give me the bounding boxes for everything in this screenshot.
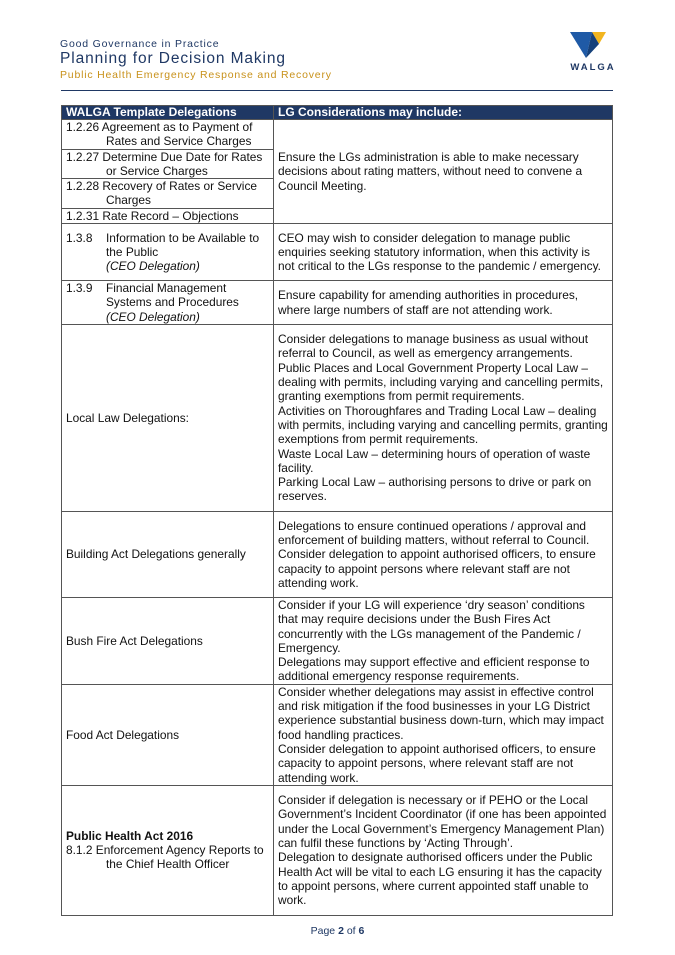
consideration-cell: Consider if your LG will experience ‘dry season’ conditions that may require decisions under the Bush Fires Act concurrently with the LGs management of the Pandemic / Emergency. Delegations may support effective and efficient response to additional emergency response requirements. (274, 597, 613, 684)
header-subtitle: Public Health Emergency Response and Recovery (60, 69, 332, 81)
page-footer (0, 925, 675, 937)
walga-logo-icon (566, 30, 620, 62)
delegation-item: 8.1.2 Enforcement Agency Reports to the Chief Health Officer (66, 843, 264, 872)
table-row (62, 281, 613, 325)
delegation-item: 1.2.27 Determine Due Date for Rates or Service Charges (66, 149, 263, 178)
delegation-cell (62, 208, 274, 223)
consideration-text: Ensure the LGs administration is able to make necessary decisions about rating matters, without need to convene a Council Meeting. (278, 150, 583, 193)
table-row (62, 511, 613, 597)
col-header-considerations: LG Considerations may include: (274, 106, 613, 120)
delegation-item: 1.3.8 Information to be Available to the Public (CEO Delegation) (66, 230, 260, 274)
page-current: 2 (338, 925, 344, 937)
delegation-item: 1.2.28 Recovery of Rates or Service Charges (66, 179, 258, 208)
page-sep: of (346, 925, 356, 937)
table-row (62, 597, 613, 684)
delegation-cell (62, 149, 274, 179)
table-row (62, 324, 613, 511)
delegations-table (61, 105, 613, 916)
table-row (62, 120, 613, 150)
consideration-cell: Consider delegations to manage business as usual without referral to Council, as well as emergency arrangements. Public Places and Local Government Property Local Law – dealing with permits, including varying and cancelling permits, granting exemptions from permit requirements. Activities on Thoroughfares and Trading Local Law – dealing with permits, including varying and cancelling permits, granting exemptions from permit requirements. Waste Local Law – determining hours of operation of waste facility. Parking Local Law – authorising persons to drive or park on reserves. (274, 324, 613, 511)
delegation-cell: Food Act Delegations (62, 684, 274, 785)
header-divider (61, 90, 613, 91)
consideration-cell: Consider whether delegations may assist in effective control and risk mitigation if the food businesses in your LG District experience substantial business down-turn, which may impact food handling practices. Consider delegation to appoint authorised officers, to ensure capacity to appoint persons, where relevant staff are not attending work. (274, 684, 613, 785)
delegation-cell: Bush Fire Act Delegations (62, 597, 274, 684)
delegation-cell (62, 785, 274, 915)
ceo-note: (CEO Delegation) (106, 309, 200, 324)
delegation-cell (62, 224, 274, 281)
col-header-delegations: WALGA Template Delegations (62, 106, 274, 120)
consideration-cell: Ensure capability for amending authorities in procedures, where large numbers of staff are not attending work. (274, 281, 613, 325)
logo-wordmark: WALGA (570, 62, 616, 73)
delegation-cell: Building Act Delegations generally (62, 511, 274, 597)
consideration-cell: Delegations to ensure continued operations / approval and enforcement of building matters, without referral to Council. Consider delegation to appoint authorised officers, to ensure capacity to appoint persons where relevant staff are not attending work. (274, 511, 613, 597)
walga-logo (566, 30, 620, 76)
table-row (62, 684, 613, 785)
page-label: Page (310, 925, 336, 937)
page-total: 6 (358, 925, 365, 937)
consideration-cell (274, 120, 613, 224)
delegation-cell (62, 179, 274, 209)
table-row (62, 785, 613, 915)
consideration-cell: CEO may wish to consider delegation to manage public enquiries seeking statutory information, when this activity is not critical to the LGs response to the pandemic / emergency. (274, 224, 613, 281)
table-row (62, 224, 613, 281)
act-title: Public Health Act 2016 (66, 828, 194, 843)
delegation-item: 1.2.31 Rate Record – Objections (66, 208, 239, 223)
delegation-cell (62, 120, 274, 150)
delegation-cell (62, 281, 274, 325)
header-series: Good Governance in Practice (60, 38, 220, 50)
ceo-note: (CEO Delegation) (106, 259, 200, 274)
consideration-cell: Consider if delegation is necessary or if PEHO or the Local Government’s Incident Coordinator (if one has been appointed under the Local Government’s Emergency Management Plan) can fulfil these functions by ‘Acting Through’. Delegation to designate authorised officers under the Public Health Act will be vital to each LG ensuring it has the capacity to appoint persons, where current appointed staff unable to work. (274, 785, 613, 915)
delegation-item: 1.3.9 Financial Management Systems and Procedures (CEO Delegation) (66, 281, 239, 324)
page-header (60, 38, 620, 82)
table-header-row (62, 106, 613, 120)
header-title: Planning for Decision Making (60, 50, 286, 67)
delegation-cell: Local Law Delegations: (62, 324, 274, 511)
delegation-item: 1.2.26 Agreement as to Payment of Rates and Service Charges (66, 120, 253, 149)
